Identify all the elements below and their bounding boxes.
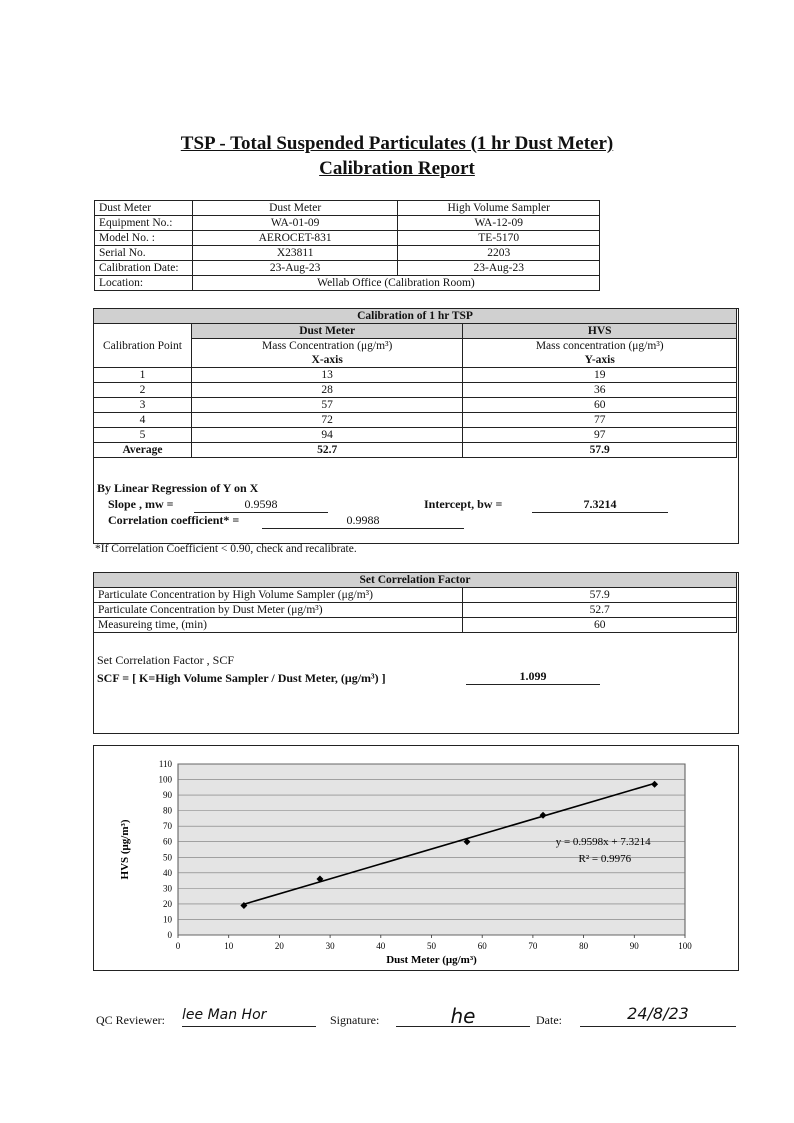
y-tick-label: 30 [163,883,172,894]
x-axis-label: X-axis [191,353,463,368]
location-label: Location: [95,276,193,291]
report-title-line1: TSP - Total Suspended Particulates (1 hr Dust Meter) [180,133,614,154]
point-x-value: 94 [191,428,463,443]
scf-row-label: Particulate Concentration by Dust Meter (μg/m³) [94,603,463,618]
scf-row-label: Particulate Concentration by High Volume Sampler (μg/m³) [94,588,463,603]
hvs-value: 23-Aug-23 [398,261,600,276]
chart-svg [94,746,738,970]
y-tick-label: 0 [167,930,172,940]
scf-row [94,603,737,618]
calibration-point-row [94,383,737,398]
equipment-table [94,200,600,291]
point-y-value: 60 [463,398,737,413]
y-tick-label: 80 [163,805,172,816]
point-y-value: 77 [463,413,737,428]
signature-label: Signature: [330,1013,380,1027]
average-label: Average [94,443,192,458]
dust-meter-value: X23811 [192,246,398,261]
reviewer-label: QC Reviewer: [96,1013,165,1027]
y-tick-label: 10 [163,914,172,925]
y-tick-label: 100 [158,774,172,785]
scf-row [94,588,737,603]
equipment-row [95,246,600,261]
y-tick-label: 50 [163,852,172,863]
y-tick-label: 20 [163,898,172,909]
y-tick-label: 110 [158,759,172,769]
x-tick-label: 70 [528,941,538,951]
location-row [95,276,600,291]
x-tick-label: 100 [678,941,692,951]
dust-meter-value: WA-01-09 [192,216,398,231]
slope-value: 0.9598 [194,497,328,513]
equipment-row [95,231,600,246]
hvs-column-header: HVS [463,324,737,339]
r-squared-label: R² = 0.9976 [578,852,632,865]
y-axis-label: Y-axis [463,353,737,368]
y-tick-label: 60 [163,836,172,847]
point-number: 2 [94,383,192,398]
x-tick-label: 90 [629,941,639,951]
x-tick-label: 60 [477,941,487,951]
hvs-value: 2203 [398,246,600,261]
scf-header: Set Correlation Factor [94,573,737,588]
calibration-section [93,308,739,544]
scf-set-label: Set Correlation Factor , SCF [97,653,234,667]
y-tick-label: 40 [163,867,172,878]
scf-table [93,572,737,633]
trendline-equation: y = 0.9598x + 7.3214 [555,835,651,848]
calibration-point-row [94,428,737,443]
point-x-value: 57 [191,398,463,413]
x-axis-title: Dust Meter (μg/m³) [386,954,477,966]
date-label: Date: [536,1013,562,1027]
calibration-point-label: Calibration Point [94,324,192,368]
calibration-header: Calibration of 1 hr TSP [94,309,737,324]
equipment-row-label: Equipment No.: [95,216,193,231]
hvs-value: WA-12-09 [398,216,600,231]
x-tick-label: 40 [376,941,386,951]
calibration-chart [93,745,739,971]
average-y: 57.9 [463,443,737,458]
dust-meter-column-header: Dust Meter [191,324,463,339]
y-axis-title: HVS (μg/m³) [119,819,131,880]
scf-value: 1.099 [466,669,600,685]
equipment-row [95,216,600,231]
point-number: 4 [94,413,192,428]
equipment-row [95,261,600,276]
average-row [94,443,737,458]
x-tick-label: 0 [175,941,181,951]
equipment-row-label: Calibration Date: [95,261,193,276]
y-tick-label: 90 [163,790,172,801]
correlation-value: 0.9988 [262,513,464,529]
intercept-label: Intercept, bw = [424,497,503,511]
x-tick-label: 80 [579,941,589,951]
calibration-table [93,308,737,458]
hvs-unit: Mass concentration (μg/m³) [463,339,737,354]
equipment-row-label: Dust Meter [95,201,193,216]
point-number: 1 [94,368,192,383]
dust-meter-value: Dust Meter [192,201,398,216]
report-title-line2: Calibration Report [319,158,475,179]
reviewer-value: lee Man Hor [182,1007,316,1027]
scf-row [94,618,737,633]
scf-formula: SCF = [ K=High Volume Sampler / Dust Meter, (μg/m³) ] [97,671,386,685]
point-x-value: 13 [191,368,463,383]
intercept-value: 7.3214 [532,497,668,513]
equipment-row-label: Model No. : [95,231,193,246]
dust-meter-value: AEROCET-831 [192,231,398,246]
average-x: 52.7 [191,443,463,458]
x-tick-label: 50 [427,941,436,951]
scf-row-value: 52.7 [463,603,737,618]
signature-value: he [396,1004,530,1027]
recalibrate-note: *If Correlation Coefficient < 0.90, check and recalibrate. [95,543,357,555]
x-tick-label: 30 [325,941,335,951]
x-tick-label: 20 [274,941,284,951]
point-y-value: 36 [463,383,737,398]
calibration-point-row [94,413,737,428]
hvs-value: TE-5170 [398,231,600,246]
regression-title: By Linear Regression of Y on X [97,481,259,495]
equipment-row-label: Serial No. [95,246,193,261]
point-x-value: 28 [191,383,463,398]
scf-row-value: 60 [463,618,737,633]
dust-meter-value: 23-Aug-23 [192,261,398,276]
y-tick-label: 70 [163,821,172,832]
point-y-value: 19 [463,368,737,383]
point-number: 3 [94,398,192,413]
x-tick-label: 10 [224,941,234,951]
calibration-point-row [94,398,737,413]
scf-row-label: Measureing time, (min) [94,618,463,633]
dust-meter-unit: Mass Concentration (μg/m³) [191,339,463,354]
slope-label: Slope , mw = [108,497,174,511]
point-number: 5 [94,428,192,443]
equipment-row [95,201,600,216]
scf-section [93,572,739,734]
correlation-label: Correlation coefficient* = [108,513,240,527]
date-value: 24/8/23 [580,1004,736,1027]
scf-row-value: 57.9 [463,588,737,603]
point-y-value: 97 [463,428,737,443]
hvs-value: High Volume Sampler [398,201,600,216]
location-value: Wellab Office (Calibration Room) [192,276,599,291]
point-x-value: 72 [191,413,463,428]
calibration-point-row [94,368,737,383]
